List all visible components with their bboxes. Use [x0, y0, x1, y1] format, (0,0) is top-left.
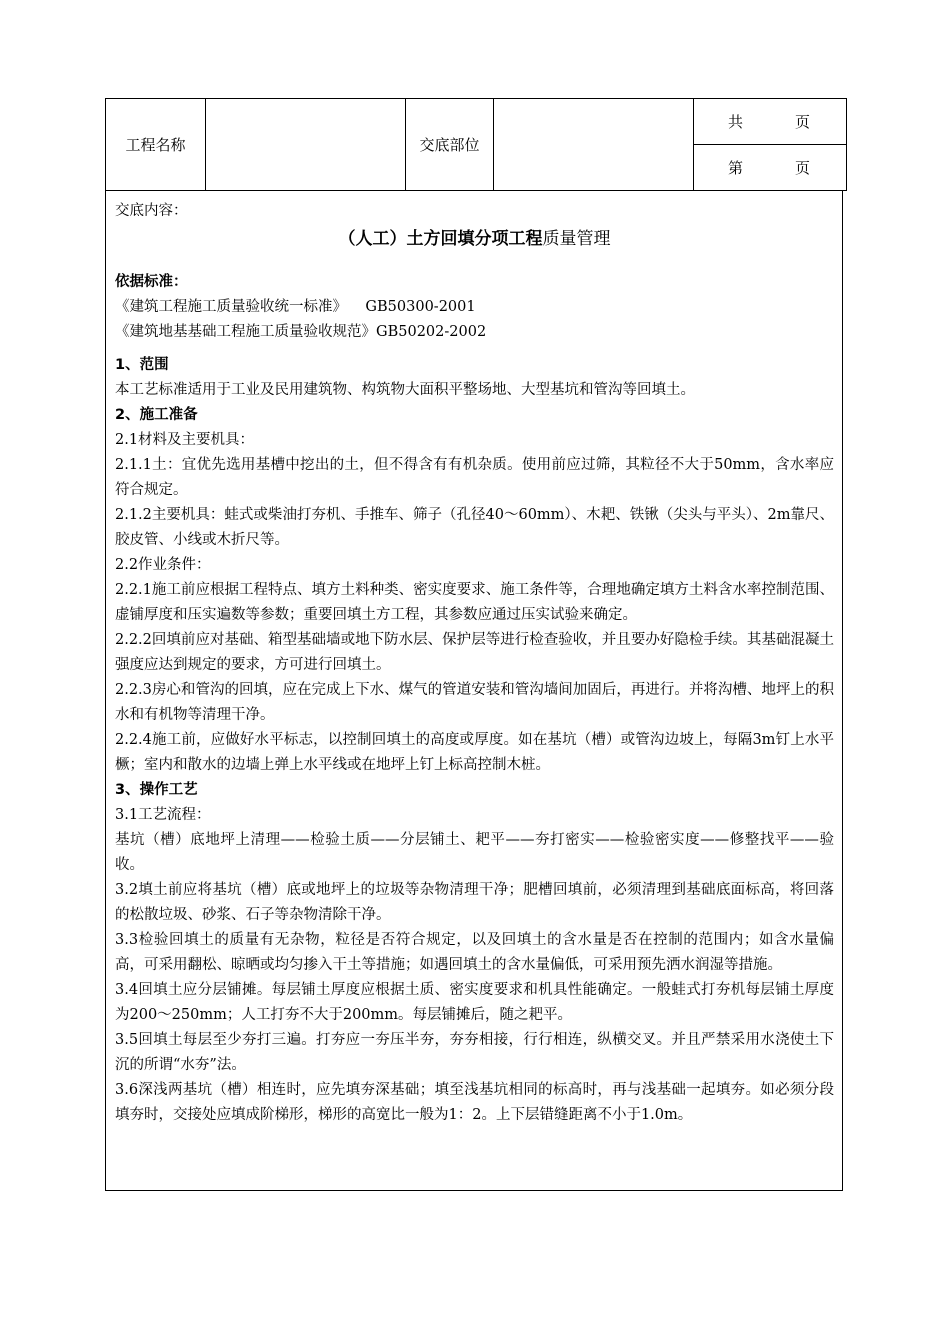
paragraph: 2.2.1施工前应根据工程特点、填方土料种类、密实度要求、施工条件等，合理地确定填方土料含水率控制范围、虚铺厚度和压实遍数等参数；重要回填土方工程，其参数应通过压实试验来确定。 — [115, 582, 834, 623]
paragraph: 2.2.3房心和管沟的回填，应在完成上下水、煤气的管道安装和管沟墙间加固后，再进行。并将沟槽、地坪上的积水和有机物等清理干净。 — [115, 682, 834, 723]
location-label: 交底部位 — [406, 99, 494, 191]
paragraph: 基坑（槽）底地坪上清理——检验土质——分层铺土、耙平——夯打密实——检验密实度——修整找平——验收。 — [115, 832, 834, 873]
paragraph: 2.1.1土：宜优先选用基槽中挖出的土，但不得含有有机杂质。使用前应过筛，其粒径不大于50mm，含水率应符合规定。 — [115, 457, 834, 498]
page-number-unit: 页 — [795, 159, 811, 177]
section-heading-process: 3、操作工艺 — [115, 782, 198, 798]
paragraph: 3.3检验回填土的质量有无杂物，粒径是否符合规定，以及回填土的含水量是否在控制的范围内；如含水量偏高，可采用翻松、晾晒或均匀掺入干土等措施；如遇回填土的含水量偏低，可采用预先洒水润湿等措施。 — [115, 932, 834, 973]
total-pages-cell — [694, 99, 847, 145]
page-number-label: 第 — [728, 159, 744, 177]
page-number-cell — [694, 145, 847, 191]
document-title — [115, 227, 834, 252]
title-main: （人工）土方回填分项工程 — [338, 229, 543, 249]
paragraph: 2.1.2主要机具：蛙式或柴油打夯机、手推车、筛子（孔径40～60mm）、木耙、铁锹（尖头与平头）、2m靠尺、胶皮管、小线或木折尺等。 — [115, 507, 834, 548]
location-value — [494, 99, 694, 191]
standard-item: 《建筑地基基础工程施工质量验收规范》GB50202-2002 — [115, 324, 487, 340]
paragraph: 本工艺标准适用于工业及民用建筑物、构筑物大面积平整场地、大型基坑和管沟等回填土。 — [115, 382, 695, 398]
header-table — [105, 98, 847, 191]
project-name-label: 工程名称 — [106, 99, 206, 191]
paragraph: 3.5回填土每层至少夯打三遍。打夯应一夯压半夯，夯夯相接，行行相连，纵横交叉。并且严禁采用水浇使土下沉的所谓“水夯”法。 — [115, 1032, 834, 1073]
technical-briefing-sheet — [105, 98, 846, 1191]
section-heading-scope: 1、范围 — [115, 357, 169, 373]
paragraph: 2.2.4施工前，应做好水平标志，以控制回填土的高度或厚度。如在基坑（槽）或管沟边坡上，每隔3m钉上水平橛；室内和散水的边墙上弹上水平线或在地坪上钉上标高控制木桩。 — [115, 732, 834, 773]
content-intro-label: 交底内容： — [115, 203, 188, 219]
paragraph: 3.6深浅两基坑（槽）相连时，应先填夯深基础；填至浅基坑相同的标高时，再与浅基础一起填夯。如必须分段填夯时，交接处应填成阶梯形，梯形的高宽比一般为1：2。上下层错缝距离不小于1.0m。 — [115, 1082, 834, 1123]
paragraph: 3.4回填土应分层铺摊。每层铺土厚度应根据土质、密实度要求和机具性能确定。一般蛙式打夯机每层铺土厚度为200～250mm；人工打夯不大于200mm。每层铺摊后，随之耙平。 — [115, 982, 834, 1023]
paragraph: 2.1材料及主要机具： — [115, 432, 255, 448]
section-heading-preparation: 2、施工准备 — [115, 407, 198, 423]
briefing-content — [105, 191, 843, 1191]
paragraph: 2.2.2回填前应对基础、箱型基础墙或地下防水层、保护层等进行检查验收，并且要办好隐检手续。其基础混凝土强度应达到规定的要求，方可进行回填土。 — [115, 632, 834, 673]
paragraph: 2.2作业条件： — [115, 557, 211, 573]
paragraph: 3.1工艺流程： — [115, 807, 211, 823]
total-pages-unit: 页 — [795, 113, 811, 131]
standards-heading: 依据标准： — [115, 274, 188, 290]
paragraph: 3.2填土前应将基坑（槽）底或地坪上的垃圾等杂物清理干净；肥槽回填前，必须清理到基础底面标高，将回落的松散垃圾、砂浆、石子等杂物清除干净。 — [115, 882, 834, 923]
project-name-value — [206, 99, 406, 191]
total-pages-label: 共 — [728, 113, 744, 131]
standard-item: 《建筑工程施工质量验收统一标准》 GB50300-2001 — [115, 299, 476, 315]
title-suffix: 质量管理 — [542, 229, 611, 249]
